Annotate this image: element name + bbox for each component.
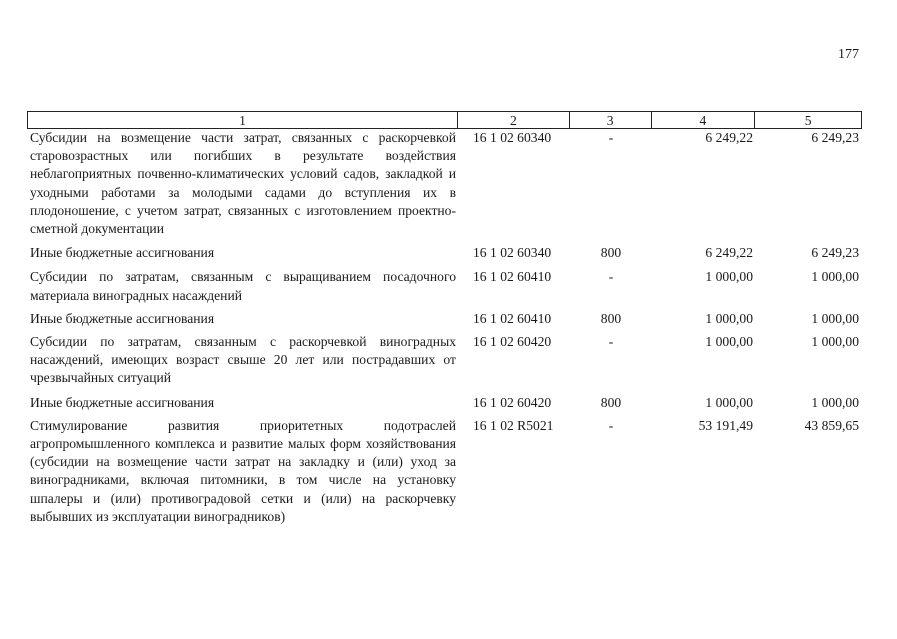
row-name: Иные бюджетные ассигнования (30, 245, 215, 261)
header-col-1: 1 (28, 112, 458, 128)
row-type: - (608, 417, 614, 433)
row-code: 16 1 02 R5021 (473, 417, 554, 433)
header-col-5: 5 (804, 113, 812, 128)
row-sum-2: 1 000,00 (811, 394, 859, 410)
row-sum-2: 43 859,65 (804, 417, 859, 433)
table-row (27, 310, 862, 328)
row-code: 16 1 02 60410 (473, 269, 552, 285)
row-sum-2: 1 000,00 (811, 334, 859, 350)
table-row (27, 417, 862, 526)
header-col-4: 4 (652, 112, 756, 128)
row-sum-1: 1 000,00 (705, 334, 753, 350)
row-sum-2: 6 249,23 (811, 245, 859, 261)
table-row (27, 333, 862, 388)
table-row (27, 244, 862, 262)
row-code: 16 1 02 60420 (473, 334, 552, 350)
row-type: 800 (600, 245, 622, 261)
budget-table (27, 111, 862, 526)
row-name: Субсидии по затратам, связанным с выращиванием посадочного материала виноградных насаждений (30, 269, 456, 303)
row-sum-2: 6 249,23 (811, 130, 859, 145)
row-type: 800 (600, 394, 622, 410)
table-row (27, 129, 862, 238)
row-sum-1: 1 000,00 (705, 310, 753, 326)
row-code: 16 1 02 60410 (473, 310, 552, 326)
row-name: Стимулирование развития приоритетных подотраслей агропромышленного комплекса и развитие малых форм хозяйствования (субсидии на возмещение части затрат на закладку и (или) уход за виноградниками, включая питомники, в том числе на установку шпалеры и (или) противоградовой сетки и (или) на раскорчевку выбывших из эксплуатации виноградников) (30, 417, 456, 524)
row-sum-1: 53 191,49 (698, 417, 753, 433)
table-row (27, 394, 862, 412)
row-sum-2: 1 000,00 (811, 269, 859, 285)
row-code: 16 1 02 60340 (473, 130, 552, 145)
row-type: - (608, 334, 614, 350)
row-name: Субсидии по затратам, связанным с раскорчевкой виноградных насаждений, имеющих возраст свыше 20 лет или пострадавших от чрезвычайных ситуаций (30, 334, 456, 386)
table-row (27, 268, 862, 304)
page-number: 177 (838, 47, 859, 62)
row-type: - (608, 269, 614, 285)
row-sum-1: 6 249,22 (705, 130, 753, 145)
row-name: Иные бюджетные ассигнования (30, 394, 215, 410)
row-type: 800 (600, 310, 622, 326)
row-type: - (608, 130, 614, 145)
table-header (27, 111, 862, 129)
row-sum-1: 6 249,22 (705, 245, 753, 261)
row-name: Иные бюджетные ассигнования (30, 310, 215, 326)
header-col-3: 3 (570, 112, 652, 128)
row-code: 16 1 02 60420 (473, 394, 552, 410)
row-sum-1: 1 000,00 (705, 269, 753, 285)
row-name: Субсидии на возмещение части затрат, связанных с раскорчевкой старовозрастных или погибших в результате воздействия неблагоприятных почвенно-климатических условий садов, закладкой и уходными работами за молодыми садами до вступления их в плодоношение, с учетом затрат, связанных с изготовлением проектно-сметной документации (30, 130, 456, 237)
row-code: 16 1 02 60340 (473, 245, 552, 261)
row-sum-2: 1 000,00 (811, 310, 859, 326)
row-sum-1: 1 000,00 (705, 394, 753, 410)
header-col-2: 2 (458, 112, 570, 128)
